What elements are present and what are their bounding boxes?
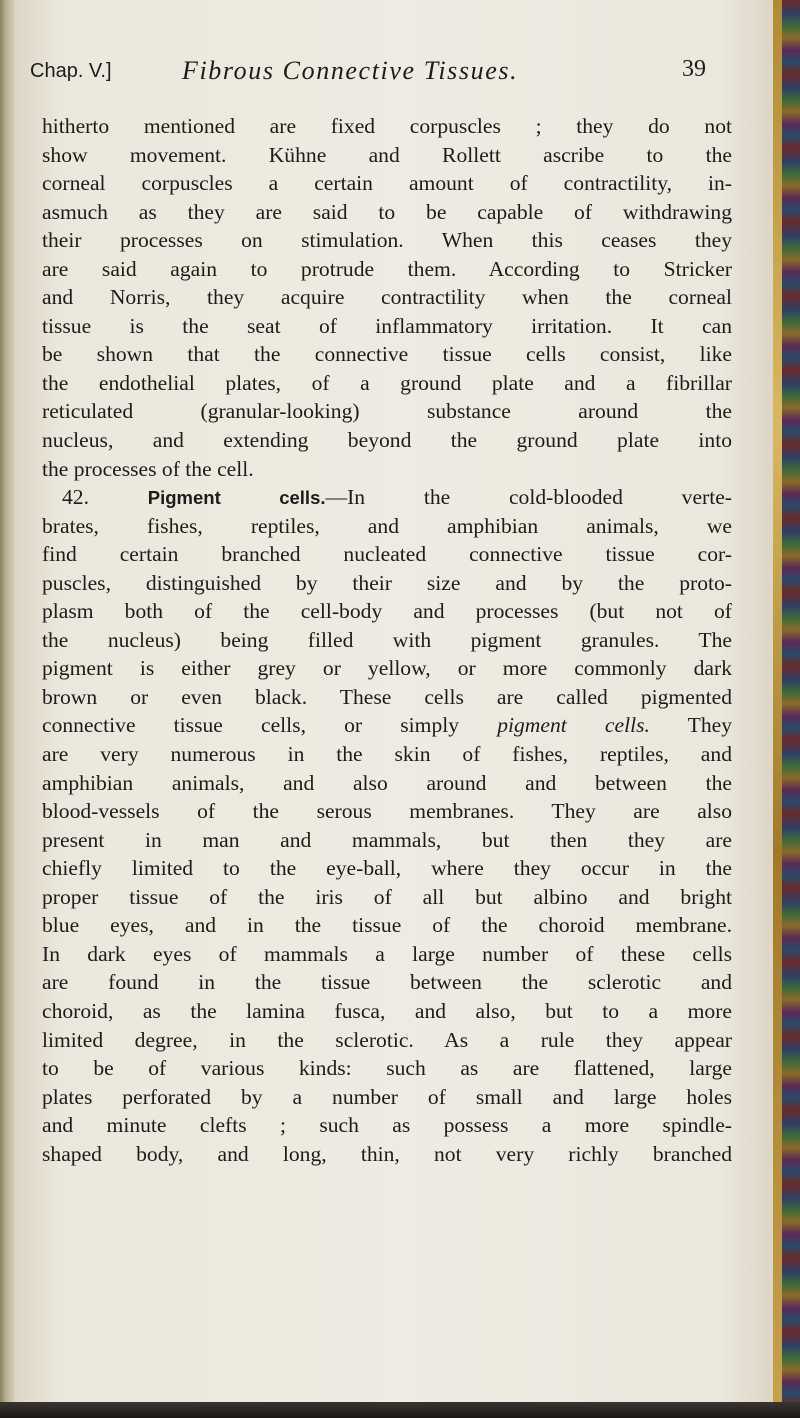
text-line: shaped body, and long, thin, not very richly branched [42,1141,732,1166]
page-binding-edge [0,0,14,1418]
text-line: are said again to protrude them. According to Stricker [42,256,732,281]
text-line: plates perforated by a number of small and large holes [42,1084,732,1109]
text-line: chiefly limited to the eye-ball, where they occur in the [42,856,732,881]
chapter-label: Chap. V.] [30,60,112,82]
text-line: puscles, distinguished by their size and by the proto- [42,570,732,595]
bottom-shadow [0,1402,800,1418]
text-line: hitherto mentioned are fixed corpuscles ; they do not [42,114,732,138]
gilt-edge [773,0,782,1418]
section-heading-line [42,483,732,512]
text-line [42,711,732,740]
text-line: their processes on stimulation. When this ceases they [42,228,732,253]
text-line: asmuch as they are said to be capable of withdrawing [42,199,732,224]
text-fragment: connective tissue cells, or simply [42,713,498,738]
text-line: and minute clefts ; such as possess a more spindle- [42,1113,732,1138]
marbled-cover-edge [782,0,800,1418]
text-line: plasm both of the cell-body and processes (but not of [42,599,732,624]
text-line: to be of various kinds: such as are flattened, large [42,1056,732,1081]
text-line: limited degree, in the sclerotic. As a rule they appear [42,1027,732,1052]
text-line: are very numerous in the skin of fishes, reptiles, and [42,742,732,767]
text-line: proper tissue of the iris of all but albino and bright [42,884,732,909]
text-line: the nucleus) being filled with pigment granules. The [42,627,732,652]
running-title: Fibrous Connective Tissues. [182,56,519,85]
text-line: brown or even black. These cells are called pigmented [42,684,732,709]
text-line: and Norris, they acquire contractility when the corneal [42,285,732,310]
text-fragment: They [649,713,732,738]
text-line: corneal corpuscles a certain amount of contractility, in- [42,171,732,196]
page-number: 39 [682,56,706,82]
text-line: pigment is either grey or yellow, or more commonly dark [42,656,732,681]
text-line: blue eyes, and in the tissue of the choroid membrane. [42,913,732,938]
text-line: choroid, as the lamina fusca, and also, but to a more [42,998,732,1023]
body-text [42,112,732,1168]
text-line: nucleus, and extending beyond the ground plate into [42,428,732,453]
text-line: are found in the tissue between the sclerotic and [42,970,732,995]
text-line: the endothelial plates, of a ground plate and a fibrillar [42,370,732,395]
italic-term: pigment cells. [497,713,650,738]
section-first-line: —In the cold-blooded verte- [325,485,732,510]
text-line: blood-vessels of the serous membranes. They are also [42,799,732,824]
text-line: show movement. Kühne and Rollett ascribe to the [42,142,732,167]
text-line: reticulated (granular-looking) substance around the [42,399,732,424]
text-line: amphibian animals, and also around and between the [42,770,732,795]
text-line: In dark eyes of mammals a large number of these cells [42,941,732,966]
text-line: be shown that the connective tissue cells consist, like [42,342,732,367]
text-line: brates, fishes, reptiles, and amphibian animals, we [42,513,732,538]
text-line: tissue is the seat of inflammatory irritation. It can [42,313,732,338]
text-line: find certain branched nucleated connective tissue cor- [42,542,732,567]
section-heading: Pigment cells. [147,487,326,509]
text-line: the processes of the cell. [42,456,254,481]
running-header [30,56,706,100]
text-line: present in man and mammals, but then they are [42,827,732,852]
section-number: 42. [62,485,89,510]
